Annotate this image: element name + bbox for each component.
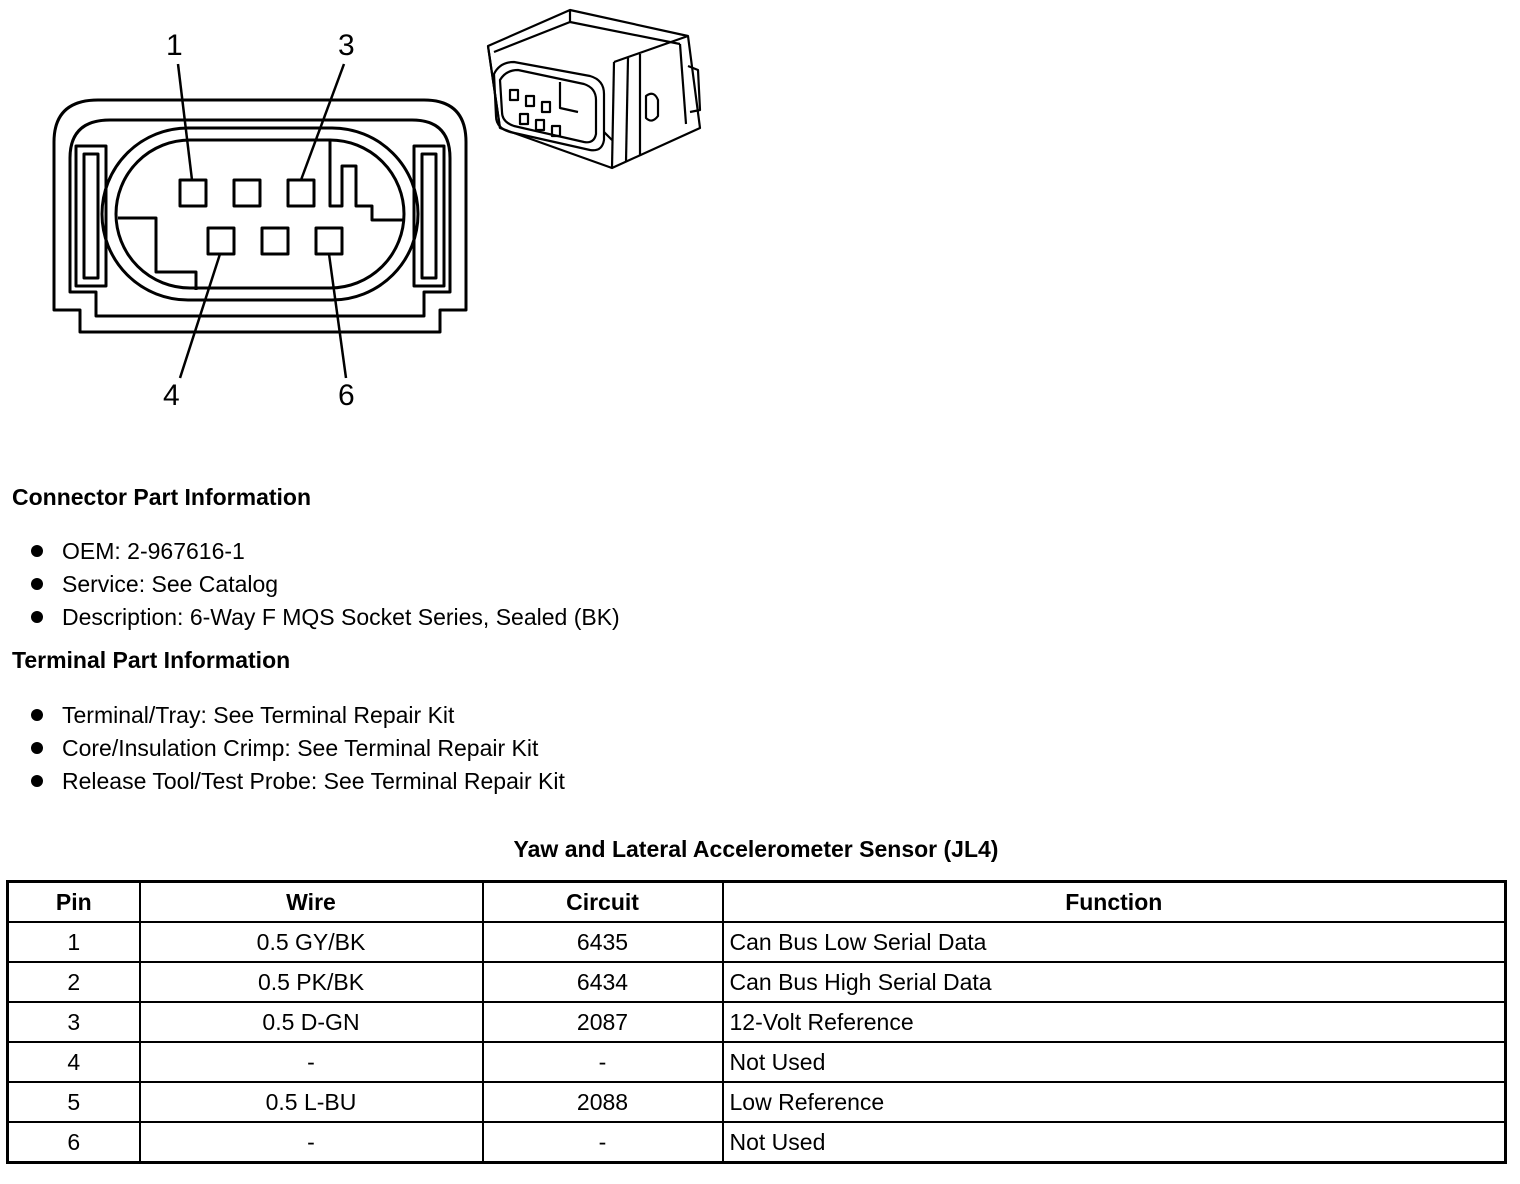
bullet-icon [31, 709, 43, 721]
connector-part-info-list [30, 535, 620, 634]
pin-6-callout: 6 [338, 379, 355, 412]
list-item-text: Release Tool/Test Probe: See Terminal Repair Kit [62, 768, 565, 794]
pin-3-callout: 3 [338, 29, 355, 62]
cell-pin: 3 [8, 1002, 140, 1042]
cell-pin: 5 [8, 1082, 140, 1122]
list-item [30, 601, 620, 634]
column-header-circuit: Circuit [483, 882, 723, 923]
table-row [8, 962, 1506, 1002]
list-item-text: Terminal/Tray: See Terminal Repair Kit [62, 702, 455, 728]
bullet-icon [31, 775, 43, 787]
list-item-text: OEM: 2-967616-1 [62, 538, 245, 564]
pin-3-leader [301, 64, 344, 180]
pinout-table [6, 880, 1507, 1164]
list-item [30, 535, 620, 568]
cell-circuit: 2087 [483, 1002, 723, 1042]
table-row [8, 1082, 1506, 1122]
column-header-wire: Wire [140, 882, 483, 923]
bullet-icon [31, 742, 43, 754]
pin-5-cavity [262, 228, 288, 254]
table-header-row [8, 882, 1506, 923]
bullet-icon [31, 611, 43, 623]
cell-function: Low Reference [723, 1082, 1506, 1122]
table-row [8, 1122, 1506, 1163]
cell-wire: 0.5 L-BU [140, 1082, 483, 1122]
cell-circuit: - [483, 1042, 723, 1082]
cell-wire: 0.5 PK/BK [140, 962, 483, 1002]
list-item-text: Service: See Catalog [62, 571, 279, 597]
list-item [30, 765, 565, 798]
cell-pin: 2 [8, 962, 140, 1002]
bullet-icon [31, 545, 43, 557]
pin-1-leader [178, 64, 192, 180]
cell-wire: - [140, 1042, 483, 1082]
cell-function: Not Used [723, 1122, 1506, 1163]
table-row [8, 1002, 1506, 1042]
cell-wire: 0.5 GY/BK [140, 922, 483, 962]
pin-1-cavity [180, 180, 206, 206]
terminal-part-info-list [30, 699, 565, 798]
connector-3d-illustration [488, 10, 700, 168]
column-header-pin: Pin [8, 882, 140, 923]
pin-6-cavity [316, 228, 342, 254]
table-title: Yaw and Lateral Accelerometer Sensor (JL4) [513, 836, 999, 862]
pin-2-cavity [234, 180, 260, 206]
connector-part-info-heading: Connector Part Information [12, 484, 312, 510]
pin-4-cavity [208, 228, 234, 254]
cavity-outline [116, 140, 404, 288]
terminal-part-info-heading: Terminal Part Information [12, 647, 291, 673]
pin-1-callout: 1 [166, 29, 183, 62]
cell-pin: 4 [8, 1042, 140, 1082]
list-item-text: Description: 6-Way F MQS Socket Series, Sealed (BK) [62, 604, 620, 630]
cell-function: 12-Volt Reference [723, 1002, 1506, 1042]
pin-4-callout: 4 [163, 379, 180, 412]
cell-function: Can Bus Low Serial Data [723, 922, 1506, 962]
cell-pin: 1 [8, 922, 140, 962]
list-item [30, 732, 565, 765]
pin-3-cavity [288, 180, 314, 206]
column-header-function: Function [723, 882, 1506, 923]
table-row [8, 1042, 1506, 1082]
cell-function: Can Bus High Serial Data [723, 962, 1506, 1002]
list-item [30, 699, 565, 732]
bullet-icon [31, 578, 43, 590]
cell-circuit: 6435 [483, 922, 723, 962]
cell-circuit: 6434 [483, 962, 723, 1002]
cell-circuit: 2088 [483, 1082, 723, 1122]
list-item [30, 568, 620, 601]
cell-pin: 6 [8, 1122, 140, 1163]
cell-wire: - [140, 1122, 483, 1163]
table-row [8, 922, 1506, 962]
list-item-text: Core/Insulation Crimp: See Terminal Repair Kit [62, 735, 539, 761]
cell-function: Not Used [723, 1042, 1506, 1082]
connector-diagram [0, 0, 760, 430]
cell-circuit: - [483, 1122, 723, 1163]
cell-wire: 0.5 D-GN [140, 1002, 483, 1042]
